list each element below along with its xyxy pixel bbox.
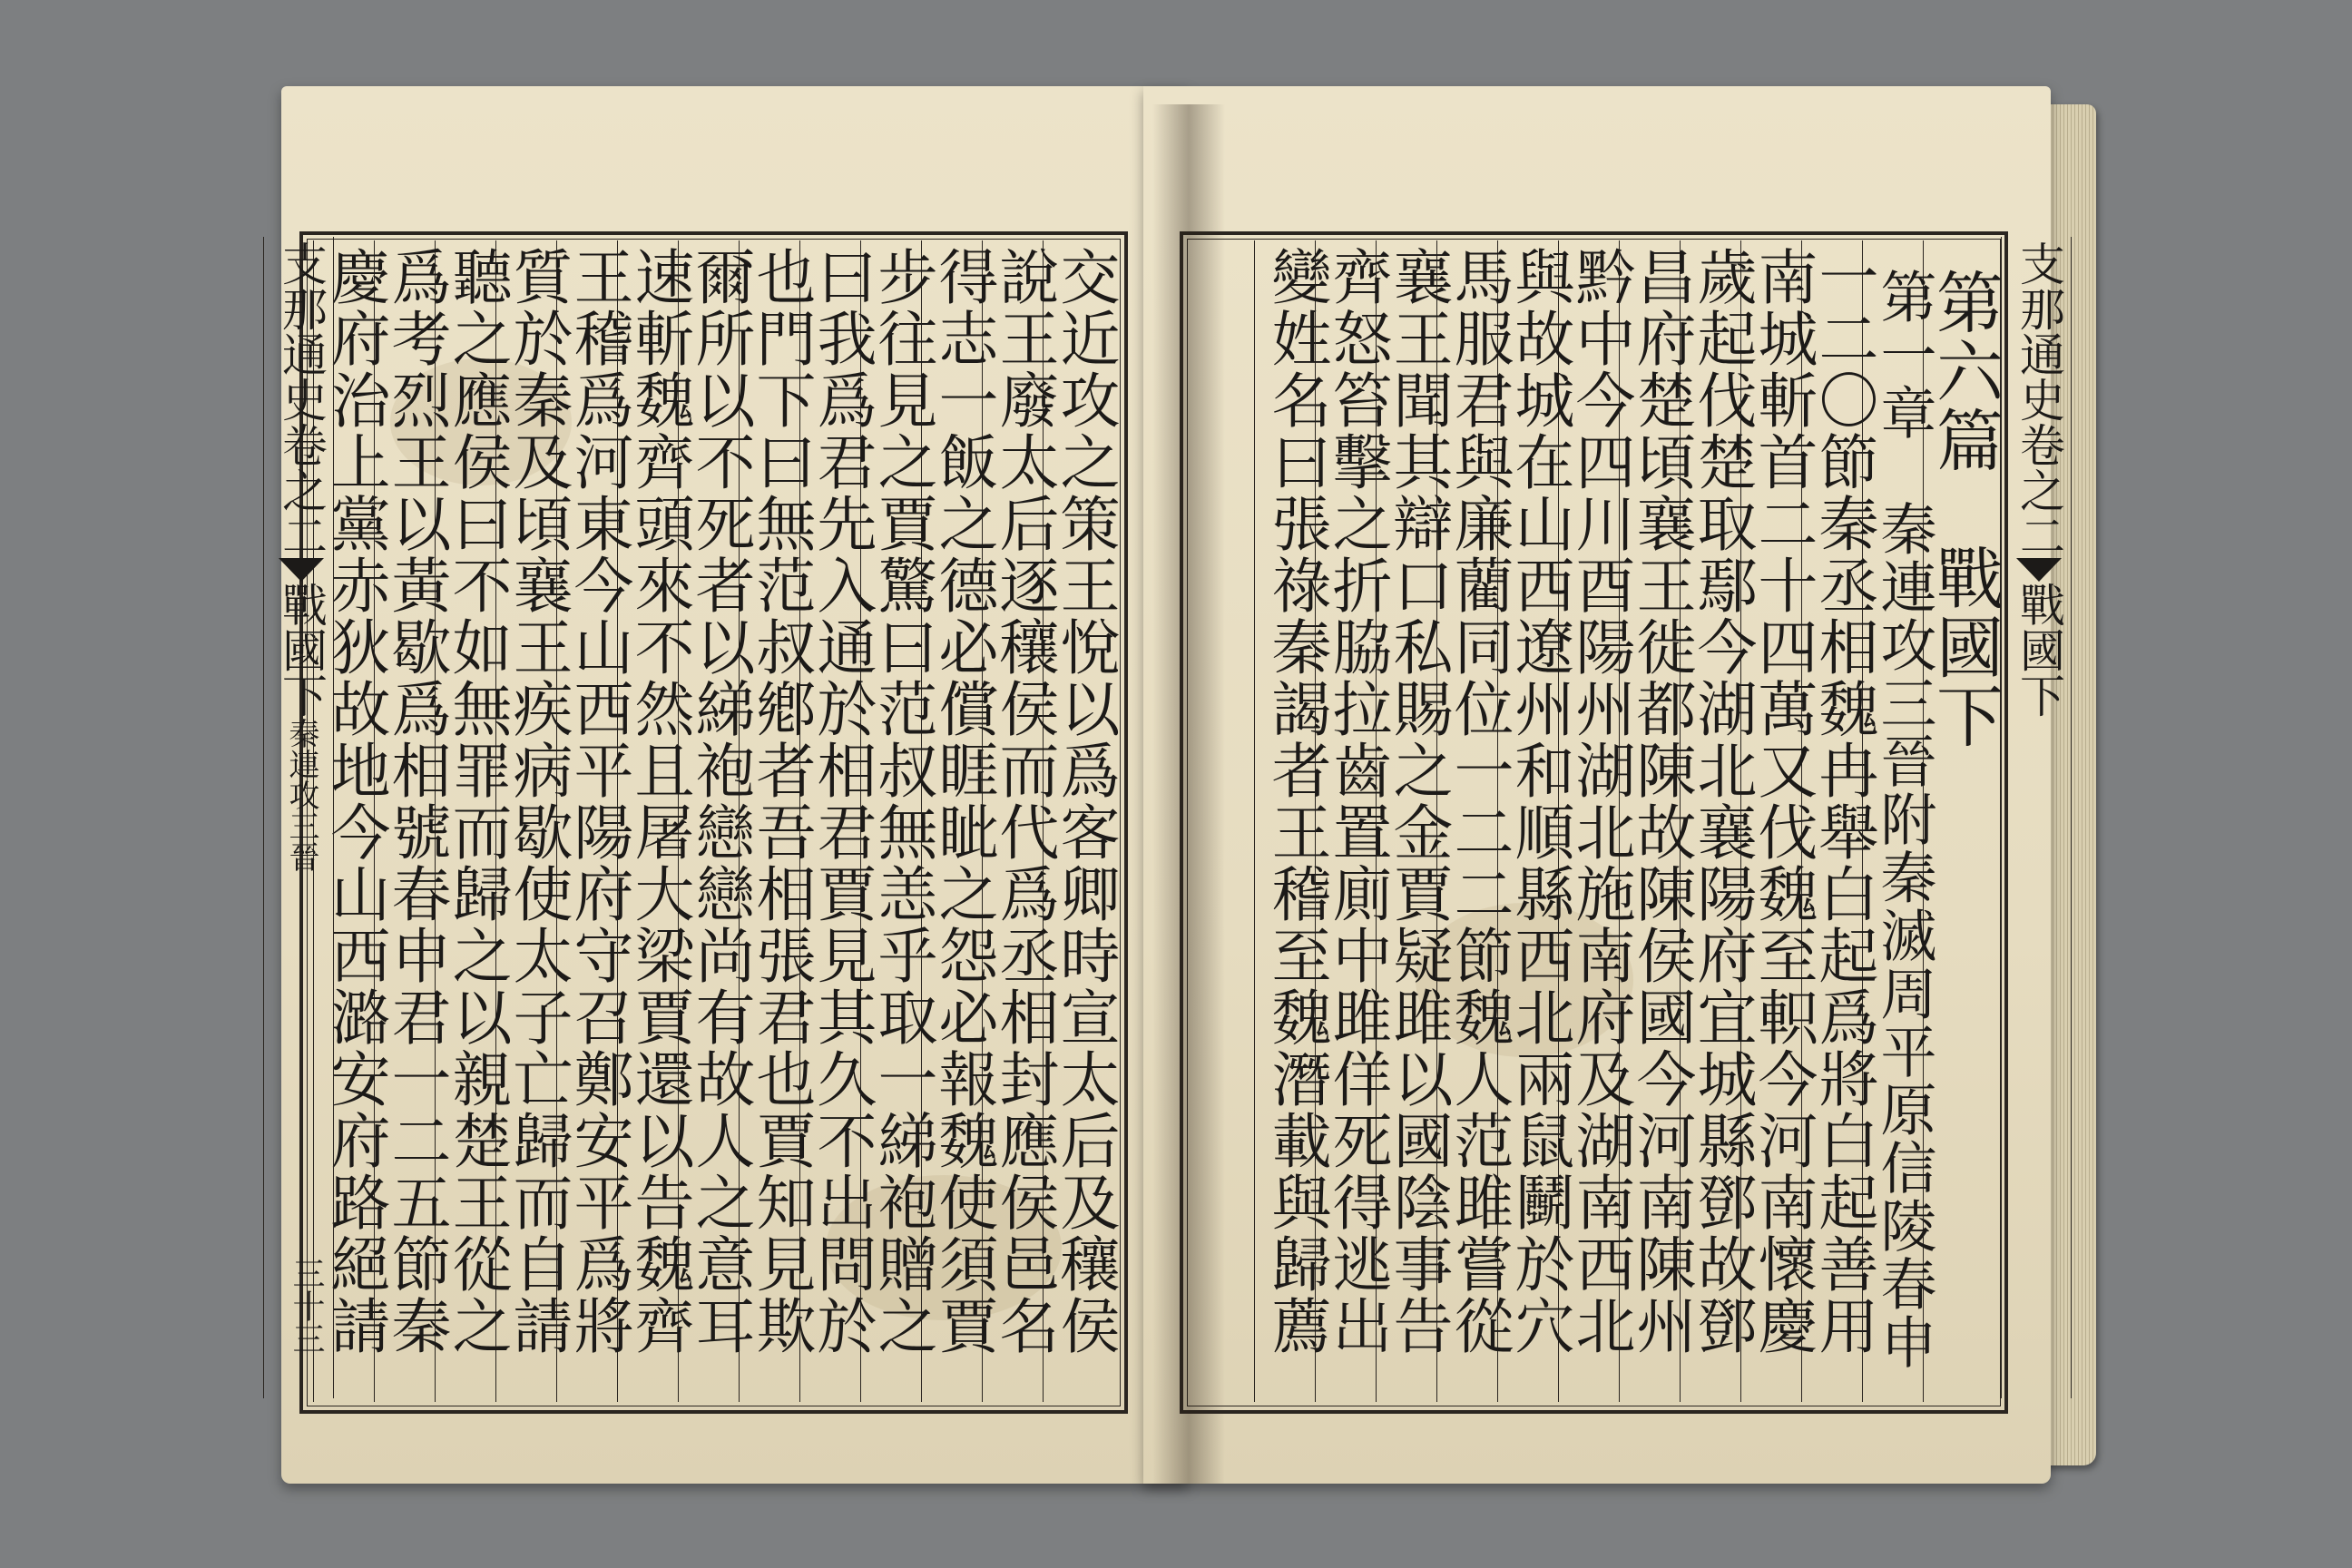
text-column: 南城斬首二十四萬又伐魏至軹今河南懷慶	[1740, 240, 1822, 1402]
text-column: 也門下曰無范叔鄕者吾相張君也賈知見欺	[739, 240, 820, 1402]
text-column: 與故城在山西遼州和順縣西北兩鼠鬭於穴	[1497, 240, 1579, 1402]
book-spine	[1152, 104, 1225, 1484]
gutter-section: 戰國下	[2013, 582, 2065, 718]
text-column: 爾所以不死者以綈袍戀戀尚有故人之意耳	[678, 240, 760, 1402]
text-column: 質於秦及頃襄王疾病歇使太子亡歸而自請	[495, 240, 577, 1402]
right-gutter	[2001, 237, 2072, 1398]
gutter-title: 支那通史卷之二	[2013, 240, 2065, 558]
text-column: 王稽爲河東今山西平陽府守召鄭安平爲將	[556, 240, 638, 1402]
text-column: 齊怒笞擊之折脇拉齒置廁中雎佯死得逃出	[1315, 240, 1396, 1402]
left-gutter	[263, 237, 334, 1398]
text-column: 速斬魏齊頭來不然且屠大梁賈還以告魏齊	[617, 240, 699, 1402]
gutter-section: 戰國下	[275, 582, 328, 718]
text-column: 聽之應侯曰不如無罪而歸之以親楚王從之	[435, 240, 516, 1402]
text-column: 一二〇節秦丞相魏冉舉白起爲將白起善用	[1801, 240, 1883, 1402]
text-column: 說王廢太后逐穰侯而代爲丞相封應侯邑名	[982, 240, 1063, 1402]
text-column: 得志一飯之德必償睚眦之怨必報魏使須賈	[921, 240, 1003, 1402]
text-column: 慶府治上黨赤狄故地今山西潞安府路絕請	[313, 240, 395, 1402]
page-number: 三十三	[288, 1257, 325, 1355]
gutter-title: 支那通史卷之二	[275, 240, 328, 558]
text-column: 馬服君與廉藺同位一二二節魏人范雎嘗從	[1436, 240, 1518, 1402]
fish-tail-mark	[2016, 558, 2062, 582]
text-column: 變姓名曰張祿秦謁者王稽至魏潛載與歸薦	[1254, 240, 1336, 1402]
chapter-heading: 第一章 秦連攻三晉附秦滅周平原信陵春申	[1862, 240, 1944, 1402]
right-text-frame	[1180, 231, 2008, 1414]
fish-tail-mark	[279, 558, 324, 582]
left-text-frame	[299, 231, 1128, 1414]
part-heading: 第六篇 戰國下	[1923, 240, 2004, 1402]
text-column: 歲起伐楚取鄢今湖北襄陽府宜城縣鄧故鄧	[1680, 240, 1761, 1402]
text-column: 爲考烈王以黃歇爲相號春申君一二五節秦	[374, 240, 456, 1402]
text-column: 襄王聞其辯口私賜之金賈疑雎以國陰事告	[1376, 240, 1457, 1402]
open-book	[272, 86, 2096, 1497]
text-column: 昌府楚頃襄王徙都陳故陳侯國今河南陳州	[1619, 240, 1700, 1402]
text-column: 步往見之賈驚曰范叔無恙乎取一綈袍贈之	[860, 240, 942, 1402]
text-column: 曰我爲君先入通於相君賈見其久不出問於	[799, 240, 881, 1402]
text-column: 黔中今四川酉陽州湖北施南府及湖南西北	[1558, 240, 1640, 1402]
text-column: 交近攻之策王悅以爲客卿時宣太后及穰侯	[1043, 240, 1124, 1402]
gutter-chapter: 秦連攻三晉	[283, 718, 319, 872]
